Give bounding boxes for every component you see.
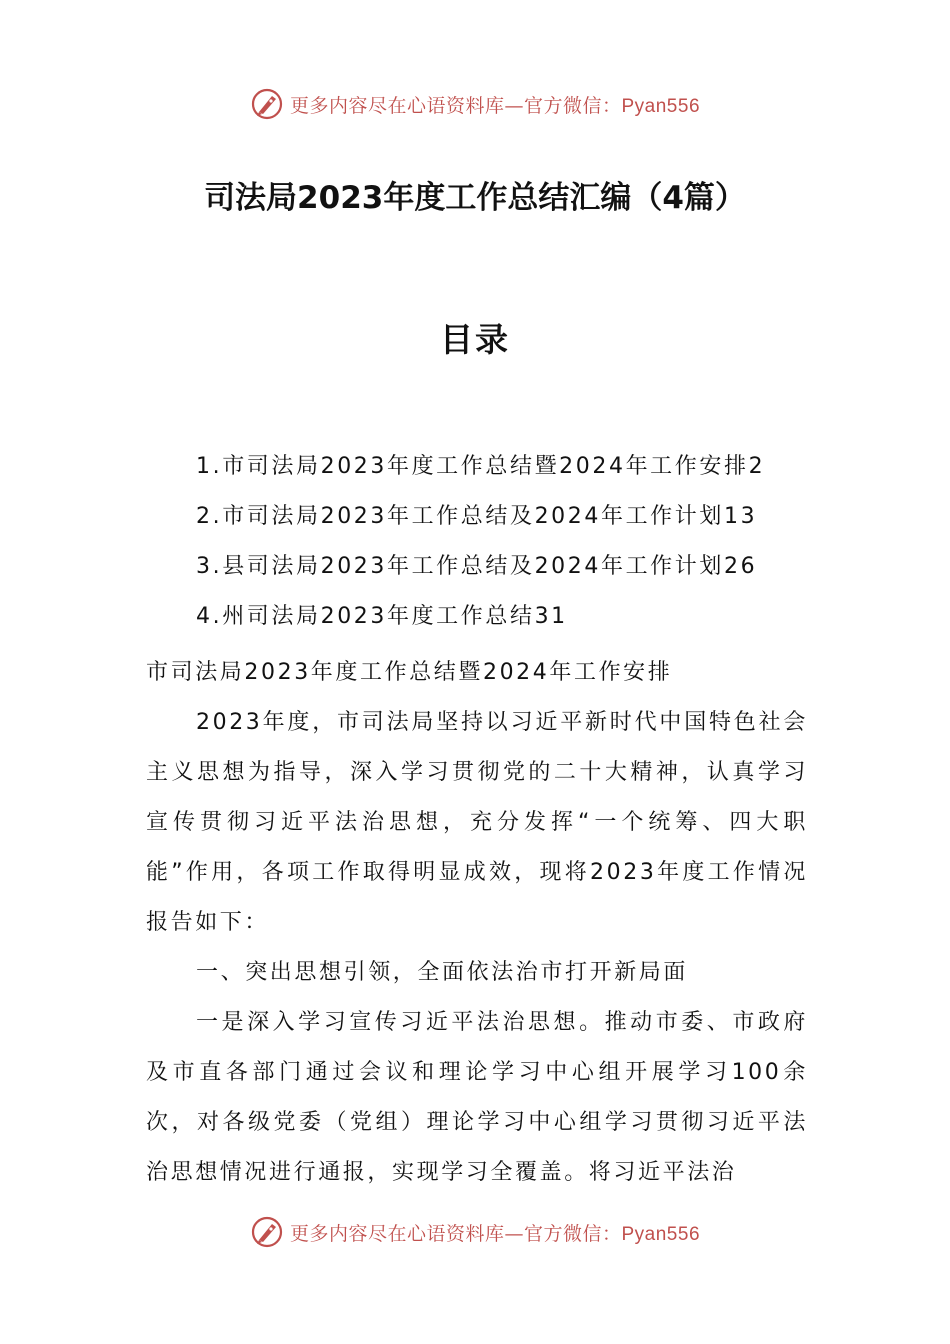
toc-item: 1.市司法局2023年度工作总结暨2024年工作安排2 — [196, 454, 766, 479]
watermark-banner-bottom — [0, 1212, 950, 1252]
pen-nib-logo-icon — [250, 87, 284, 121]
watermark-wechat-id: Pyan556 — [621, 95, 701, 117]
toc-heading: 目录 — [440, 320, 510, 359]
watermark-text: 更多内容尽在心语资料库—官方微信：Pyan556 — [289, 94, 701, 117]
paragraph: 一是深入学习宣传习近平法治思想。推动市委、市政府及市直各部门通过会议和理论学习中心组开展学习100余次，对各级党委（党组）理论学习中心组学习贯彻习近平法治思想情况进行通报，实现学习全覆盖。将习近平法治 — [146, 1010, 808, 1185]
table-of-contents — [196, 450, 836, 650]
paragraph: 2023年度，市司法局坚持以习近平新时代中国特色社会主义思想为指导，深入学习贯彻党的二十大精神，认真学习宣传贯彻习近平法治思想，充分发挥“一个统筹、四大职能”作用，各项工作取得明显成效，现将2023年度工作情况报告如下： — [146, 710, 808, 935]
toc-item: 4.州司法局2023年度工作总结31 — [196, 604, 568, 629]
watermark-wechat-id: Pyan556 — [621, 1223, 701, 1245]
document-body — [146, 648, 808, 1198]
section-title: 市司法局2023年度工作总结暨2024年工作安排 — [146, 660, 673, 685]
watermark-banner-top — [0, 84, 950, 124]
toc-item: 2.市司法局2023年工作总结及2024年工作计划13 — [196, 504, 758, 529]
watermark-text: 更多内容尽在心语资料库—官方微信：Pyan556 — [289, 1222, 701, 1245]
pen-nib-logo-icon — [250, 1215, 284, 1249]
section-heading: 一、突出思想引领，全面依法治市打开新局面 — [196, 960, 689, 985]
document-title: 司法局2023年度工作总结汇编（4篇） — [204, 180, 746, 216]
toc-item: 3.县司法局2023年工作总结及2024年工作计划26 — [196, 554, 758, 579]
